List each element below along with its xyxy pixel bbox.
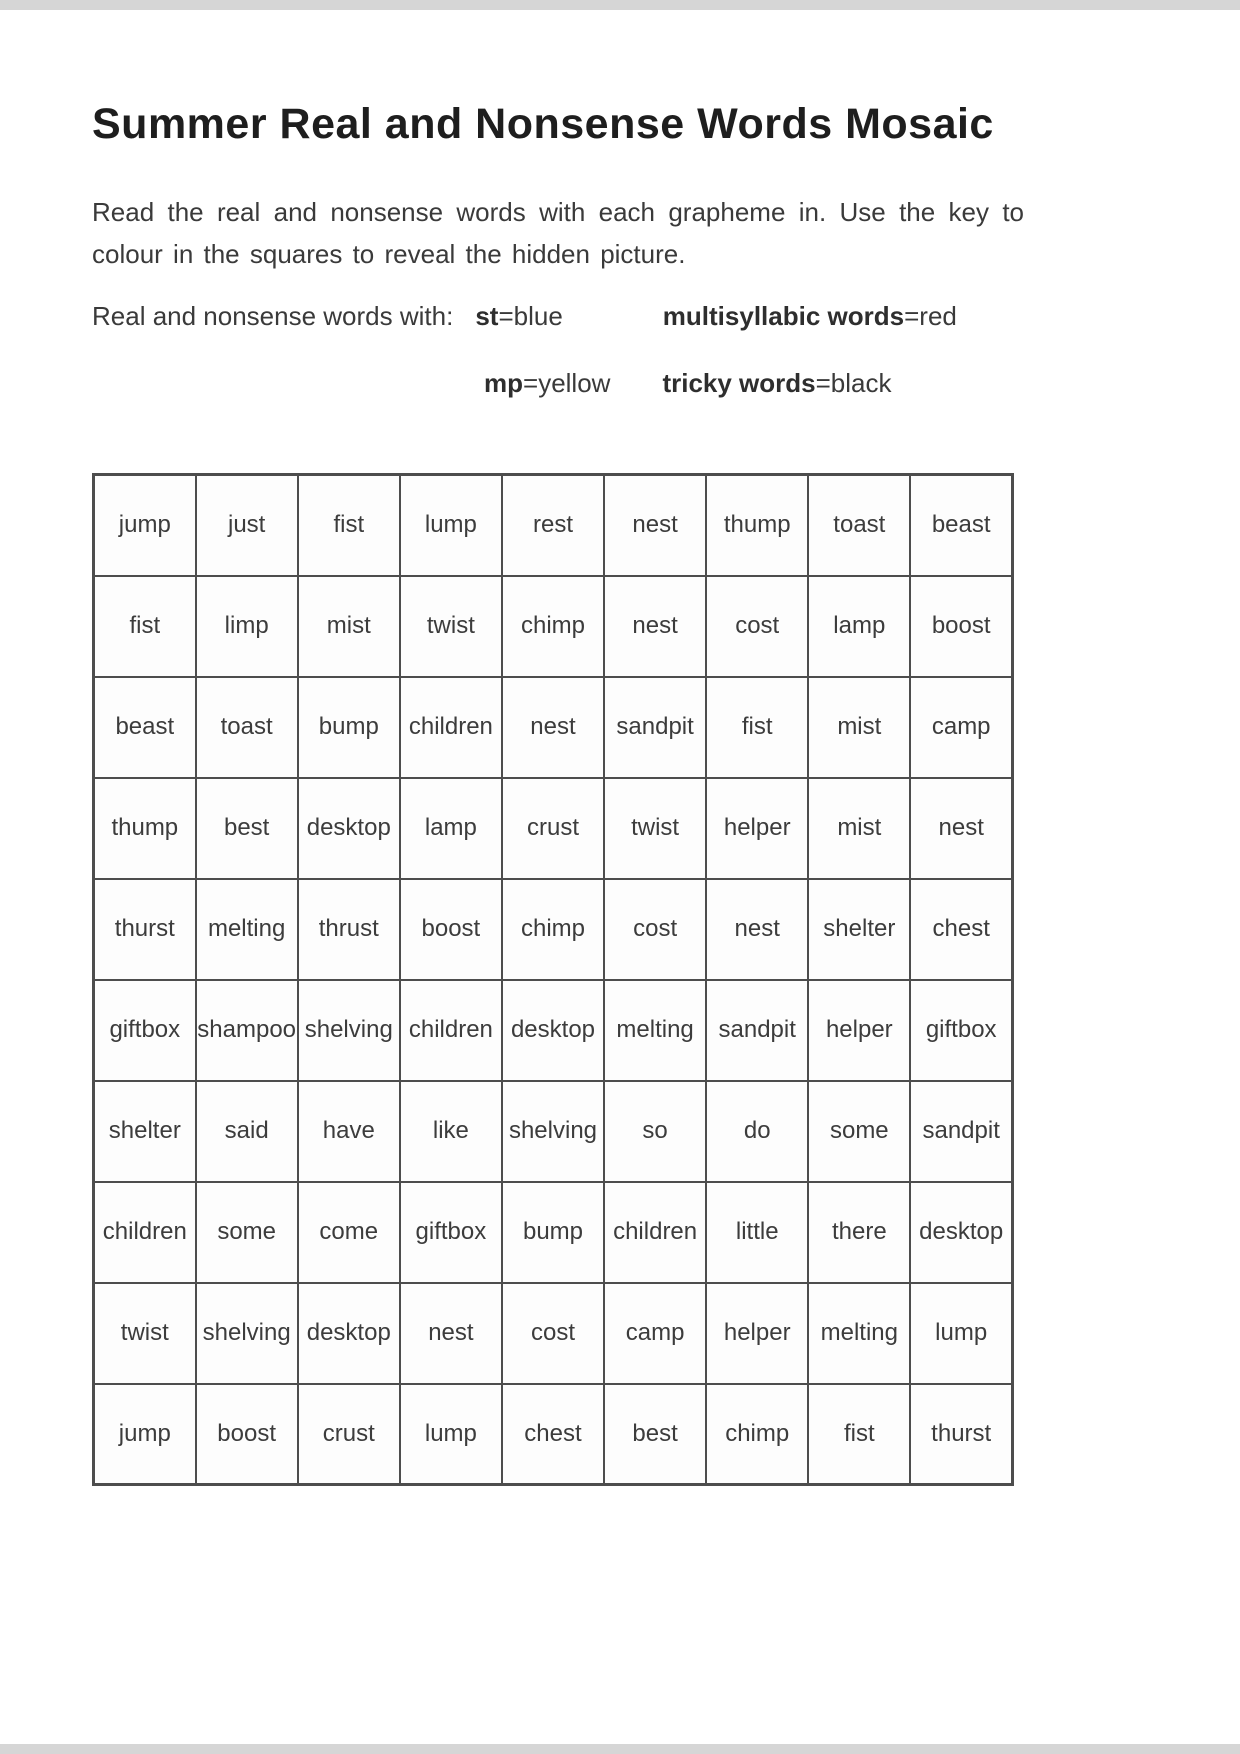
grid-row-10 — [94, 1384, 1013, 1485]
grid-cell-do[interactable]: do — [706, 1081, 808, 1182]
grid-cell-children[interactable]: children — [400, 677, 502, 778]
grid-cell-helper[interactable]: helper — [808, 980, 910, 1081]
grid-cell-lamp[interactable]: lamp — [808, 576, 910, 677]
grid-cell-like[interactable]: like — [400, 1081, 502, 1182]
grid-cell-twist[interactable]: twist — [604, 778, 706, 879]
grid-cell-crust[interactable]: crust — [298, 1384, 400, 1485]
grid-cell-thurst[interactable]: thurst — [910, 1384, 1012, 1485]
grid-row-7 — [94, 1081, 1013, 1182]
grid-cell-toast[interactable]: toast — [808, 475, 910, 576]
key-term-mp: mp — [484, 368, 523, 398]
grid-cell-helper[interactable]: helper — [706, 778, 808, 879]
grid-cell-sandpit[interactable]: sandpit — [706, 980, 808, 1081]
equals-sign: = — [498, 301, 514, 331]
grid-cell-little[interactable]: little — [706, 1182, 808, 1283]
grid-cell-giftbox[interactable]: giftbox — [94, 980, 196, 1081]
grid-cell-chimp[interactable]: chimp — [706, 1384, 808, 1485]
grid-cell-chest[interactable]: chest — [502, 1384, 604, 1485]
grid-cell-mist[interactable]: mist — [808, 677, 910, 778]
grid-cell-twist[interactable]: twist — [400, 576, 502, 677]
grid-cell-thump[interactable]: thump — [94, 778, 196, 879]
grid-cell-children[interactable]: children — [400, 980, 502, 1081]
word-grid — [92, 473, 1014, 1486]
grid-cell-shelving[interactable]: shelving — [196, 1283, 298, 1384]
key-colour-blue: blue — [513, 301, 563, 331]
grid-cell-limp[interactable]: limp — [196, 576, 298, 677]
colour-key-line-1 — [92, 301, 1148, 332]
grid-cell-cost[interactable]: cost — [706, 576, 808, 677]
colour-key-line-2 — [92, 368, 1148, 399]
grid-cell-nest[interactable]: nest — [604, 576, 706, 677]
grid-cell-fist[interactable]: fist — [94, 576, 196, 677]
grid-cell-cost[interactable]: cost — [502, 1283, 604, 1384]
grid-cell-shampoo[interactable]: shampoo — [196, 980, 298, 1081]
grid-cell-beast[interactable]: beast — [910, 475, 1012, 576]
grid-cell-sandpit[interactable]: sandpit — [604, 677, 706, 778]
grid-cell-said[interactable]: said — [196, 1081, 298, 1182]
grid-cell-rest[interactable]: rest — [502, 475, 604, 576]
grid-cell-some[interactable]: some — [808, 1081, 910, 1182]
key-item-mp — [484, 368, 610, 399]
key-term-tricky: tricky words — [662, 368, 816, 398]
grid-cell-toast[interactable]: toast — [196, 677, 298, 778]
key-item-st — [475, 301, 562, 332]
grid-cell-desktop[interactable]: desktop — [502, 980, 604, 1081]
grid-cell-come[interactable]: come — [298, 1182, 400, 1283]
grid-row-6 — [94, 980, 1013, 1081]
grid-cell-nest[interactable]: nest — [400, 1283, 502, 1384]
grid-cell-camp[interactable]: camp — [604, 1283, 706, 1384]
grid-cell-thump[interactable]: thump — [706, 475, 808, 576]
grid-cell-desktop[interactable]: desktop — [910, 1182, 1012, 1283]
grid-row-8 — [94, 1182, 1013, 1283]
key-item-multisyllabic — [663, 301, 957, 332]
grid-cell-shelter[interactable]: shelter — [808, 879, 910, 980]
grid-cell-melting[interactable]: melting — [196, 879, 298, 980]
grid-cell-have[interactable]: have — [298, 1081, 400, 1182]
grid-cell-helper[interactable]: helper — [706, 1283, 808, 1384]
grid-cell-so[interactable]: so — [604, 1081, 706, 1182]
grid-cell-crust[interactable]: crust — [502, 778, 604, 879]
grid-row-9 — [94, 1283, 1013, 1384]
grid-cell-desktop[interactable]: desktop — [298, 1283, 400, 1384]
grid-cell-melting[interactable]: melting — [808, 1283, 910, 1384]
grid-cell-jump[interactable]: jump — [94, 1384, 196, 1485]
key-colour-black: black — [830, 368, 892, 398]
grid-cell-chimp[interactable]: chimp — [502, 879, 604, 980]
grid-cell-cost[interactable]: cost — [604, 879, 706, 980]
grid-cell-thrust[interactable]: thrust — [298, 879, 400, 980]
word-grid-body — [94, 475, 1013, 1485]
grid-cell-giftbox[interactable]: giftbox — [910, 980, 1012, 1081]
grid-cell-best[interactable]: best — [604, 1384, 706, 1485]
grid-cell-shelving[interactable]: shelving — [502, 1081, 604, 1182]
grid-cell-lump[interactable]: lump — [400, 475, 502, 576]
grid-cell-twist[interactable]: twist — [94, 1283, 196, 1384]
grid-cell-nest[interactable]: nest — [604, 475, 706, 576]
grid-cell-best[interactable]: best — [196, 778, 298, 879]
viewer-edge-bottom — [0, 1744, 1240, 1754]
grid-cell-just[interactable]: just — [196, 475, 298, 576]
key-prefix: Real and nonsense words with: — [92, 301, 454, 331]
grid-cell-mist[interactable]: mist — [808, 778, 910, 879]
page-title: Summer Real and Nonsense Words Mosaic — [92, 100, 994, 148]
equals-sign: = — [904, 301, 920, 331]
grid-cell-fist[interactable]: fist — [706, 677, 808, 778]
grid-cell-melting[interactable]: melting — [604, 980, 706, 1081]
grid-cell-nest[interactable]: nest — [910, 778, 1012, 879]
grid-cell-giftbox[interactable]: giftbox — [400, 1182, 502, 1283]
grid-row-5 — [94, 879, 1013, 980]
grid-cell-fist[interactable]: fist — [808, 1384, 910, 1485]
key-term-multisyllabic: multisyllabic words — [662, 301, 905, 331]
viewer-edge-top — [0, 0, 1240, 10]
grid-cell-chest[interactable]: chest — [910, 879, 1012, 980]
grid-cell-there[interactable]: there — [808, 1182, 910, 1283]
key-colour-yellow: yellow — [538, 368, 611, 398]
grid-cell-shelter[interactable]: shelter — [94, 1081, 196, 1182]
grid-cell-children[interactable]: children — [604, 1182, 706, 1283]
grid-cell-some[interactable]: some — [196, 1182, 298, 1283]
equals-sign: = — [815, 368, 831, 398]
grid-cell-thurst[interactable]: thurst — [94, 879, 196, 980]
grid-cell-beast[interactable]: beast — [94, 677, 196, 778]
grid-cell-lump[interactable]: lump — [400, 1384, 502, 1485]
grid-cell-nest[interactable]: nest — [706, 879, 808, 980]
grid-cell-boost[interactable]: boost — [196, 1384, 298, 1485]
equals-sign: = — [523, 368, 539, 398]
grid-cell-bump[interactable]: bump — [502, 1182, 604, 1283]
grid-cell-lamp[interactable]: lamp — [400, 778, 502, 879]
grid-row-2 — [94, 576, 1013, 677]
grid-row-4 — [94, 778, 1013, 879]
instructions-text: Read the real and nonsense words with each grapheme in. Use the key to colour in the squares to reveal the hidden picture. — [92, 197, 1024, 269]
grid-cell-boost[interactable]: boost — [400, 879, 502, 980]
grid-cell-mist[interactable]: mist — [298, 576, 400, 677]
grid-cell-jump[interactable]: jump — [94, 475, 196, 576]
grid-cell-chimp[interactable]: chimp — [502, 576, 604, 677]
grid-cell-bump[interactable]: bump — [298, 677, 400, 778]
grid-row-1 — [94, 475, 1013, 576]
grid-cell-sandpit[interactable]: sandpit — [910, 1081, 1012, 1182]
grid-cell-fist[interactable]: fist — [298, 475, 400, 576]
grid-row-3 — [94, 677, 1013, 778]
key-item-tricky — [662, 368, 891, 399]
grid-cell-lump[interactable]: lump — [910, 1283, 1012, 1384]
grid-cell-camp[interactable]: camp — [910, 677, 1012, 778]
grid-cell-boost[interactable]: boost — [910, 576, 1012, 677]
grid-cell-shelving[interactable]: shelving — [298, 980, 400, 1081]
grid-cell-nest[interactable]: nest — [502, 677, 604, 778]
key-term-st: st — [475, 301, 499, 331]
grid-cell-desktop[interactable]: desktop — [298, 778, 400, 879]
grid-cell-children[interactable]: children — [94, 1182, 196, 1283]
key-colour-red: red — [919, 301, 957, 331]
